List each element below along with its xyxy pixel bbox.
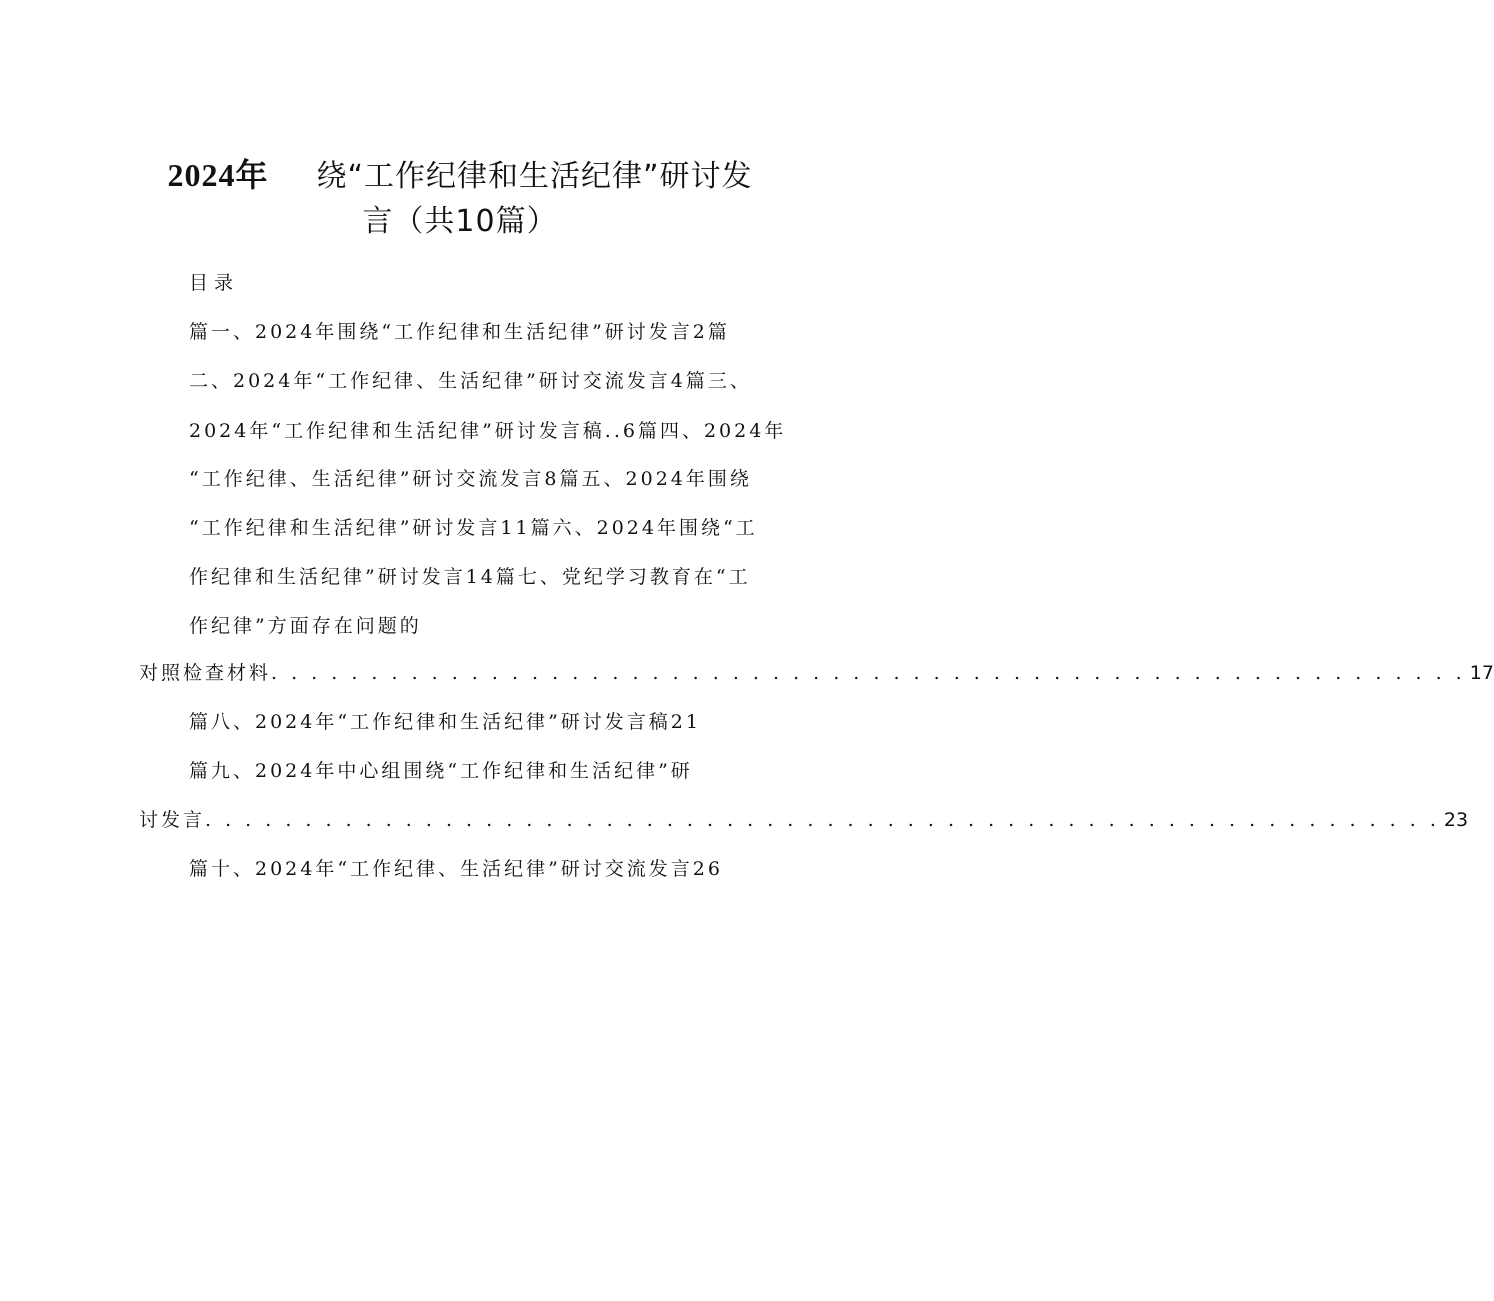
- title-line-1-text: 绕“工作纪律和生活纪律”研讨发: [316, 159, 753, 194]
- toc-line: 2024年“工作纪律和生活纪律”研讨发言稿..6篇四、2024年: [189, 420, 787, 442]
- toc-entry-7-continuation: [139, 658, 1494, 685]
- toc-line: “工作纪律、生活纪律”研讨交流发言8篇五、2024年围绕: [189, 468, 752, 490]
- toc-line: 二、2024年“工作纪律、生活纪律”研讨交流发言4篇三、: [189, 370, 752, 392]
- document-title-line-1: [0, 150, 920, 196]
- toc-page-number: 17: [1469, 662, 1494, 684]
- toc-entry-9: 篇九、2024年中心组围绕“工作纪律和生活纪律”研: [189, 760, 693, 782]
- dot-leader: . . . . . . . . . . . . . . . . . . . . . . . . . . . . . . . . . . . . . . . . . . . . . . . . . . . . . . . . . . . . . .: [205, 809, 1440, 831]
- dot-leader: . . . . . . . . . . . . . . . . . . . . . . . . . . . . . . . . . . . . . . . . . . . . . . . . . . . . . . . . . . . .: [271, 662, 1466, 684]
- toc-entry-9-continuation: [139, 805, 1469, 832]
- title-year: 2024年: [167, 157, 269, 193]
- toc-entry-8: 篇八、2024年“工作纪律和生活纪律”研讨发言稿21: [189, 711, 701, 733]
- toc-entry-text: 对照检查材料: [139, 662, 272, 684]
- toc-heading: 目录: [189, 272, 240, 294]
- toc-line: “工作纪律和生活纪律”研讨发言11篇六、2024年围绕“工: [189, 517, 758, 539]
- document-title-line-2: 言（共10篇）: [362, 204, 558, 239]
- toc-entry-text: 讨发言: [139, 809, 206, 831]
- toc-line: 作纪律和生活纪律”研讨发言14篇七、党纪学习教育在“工: [189, 566, 751, 588]
- toc-line: 篇一、2024年围绕“工作纪律和生活纪律”研讨发言2篇: [189, 321, 730, 343]
- toc-line: 作纪律”方面存在问题的: [189, 615, 422, 637]
- toc-entry-10: 篇十、2024年“工作纪律、生活纪律”研讨交流发言26: [189, 858, 723, 880]
- toc-page-number: 23: [1443, 809, 1469, 831]
